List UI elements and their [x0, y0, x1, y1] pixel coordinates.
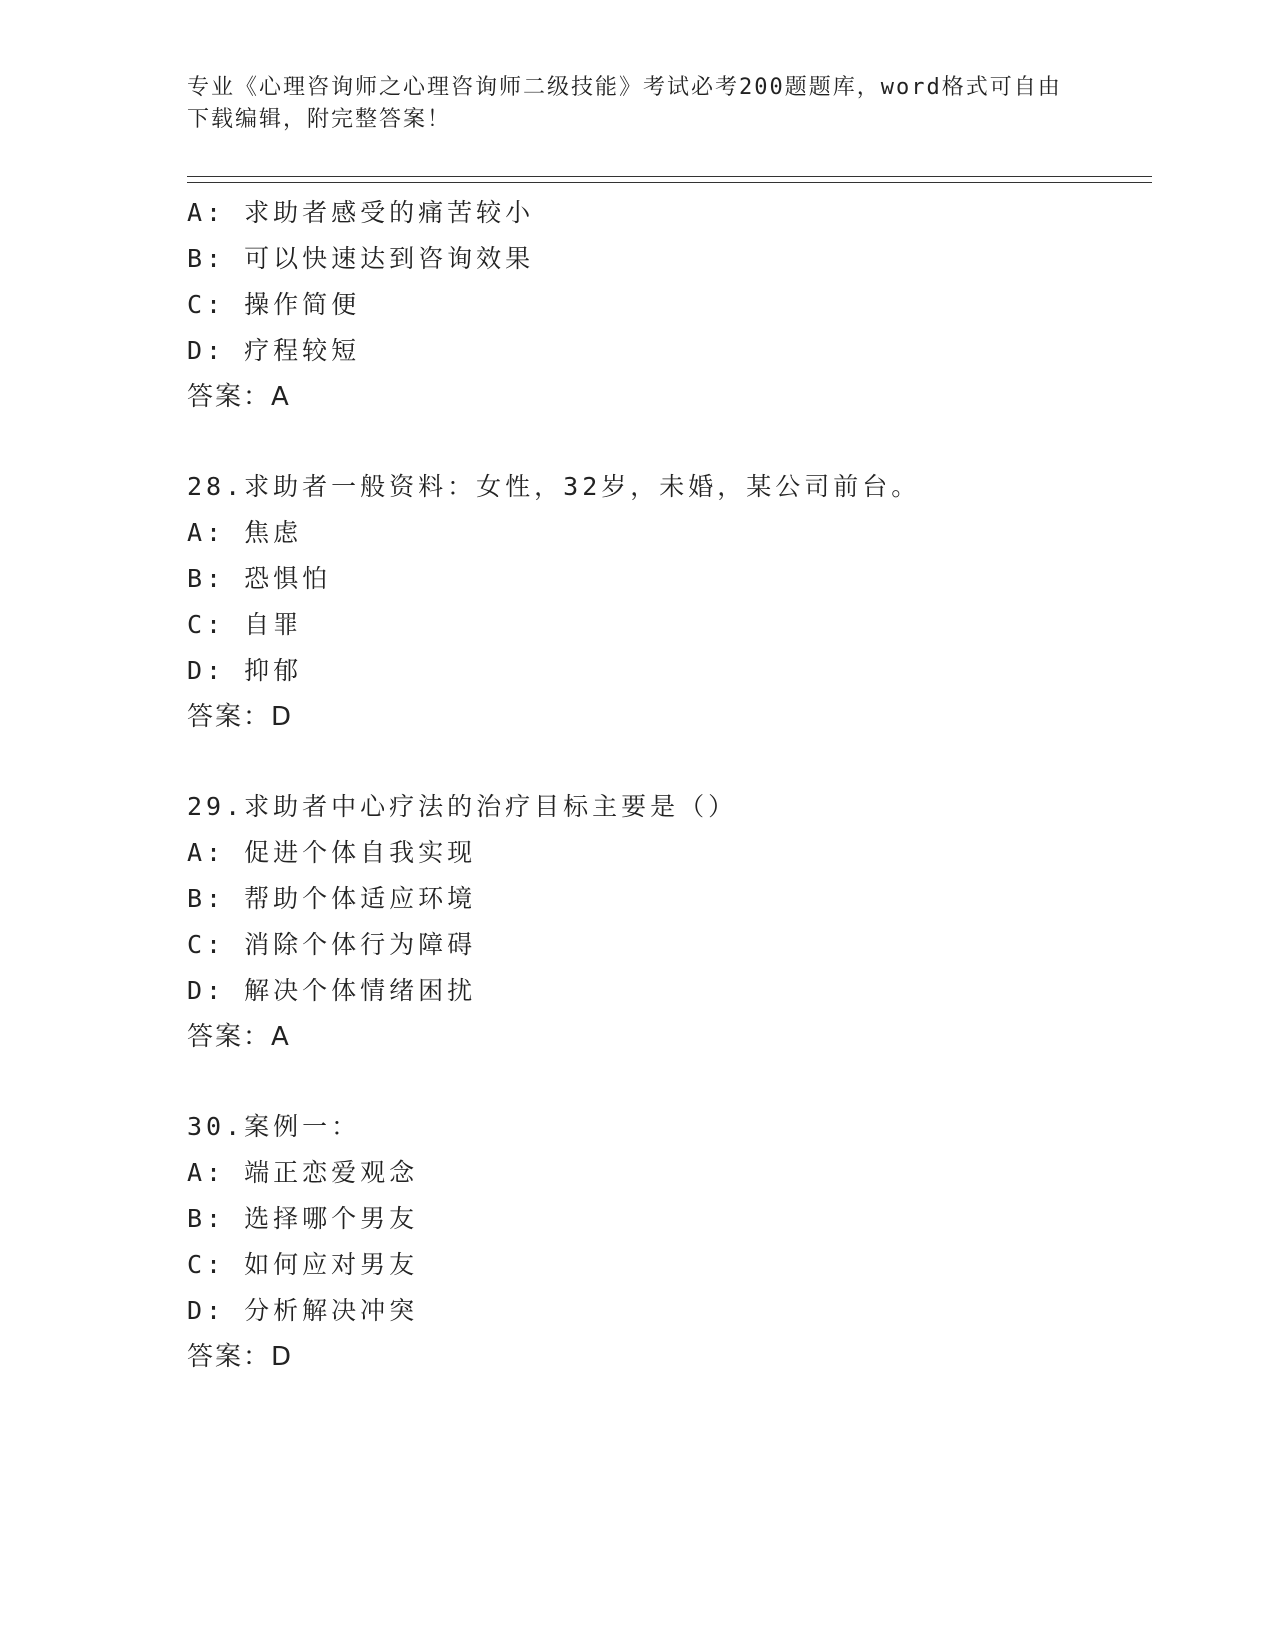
question-stem: 28.求助者一般资料：女性，32岁，未婚，某公司前台。	[187, 472, 921, 501]
question-stem: 30.案例一：	[187, 1112, 361, 1141]
option-a: A: 求助者感受的痛苦较小	[187, 198, 535, 227]
option-c: C: 如何应对男友	[187, 1250, 419, 1279]
answer-line: 答案：D	[187, 702, 294, 732]
option-d: D: 抑郁	[187, 656, 303, 685]
question-block	[187, 464, 1147, 740]
header-rule-top	[187, 176, 1152, 177]
question-block	[187, 784, 1147, 1060]
option-c: C: 消除个体行为障碍	[187, 930, 477, 959]
header-rule-bottom	[187, 182, 1152, 183]
question-stem: 29.求助者中心疗法的治疗目标主要是（）	[187, 792, 738, 821]
question-block	[187, 1104, 1147, 1380]
option-b: B: 可以快速达到咨询效果	[187, 244, 535, 273]
answer-line: 答案：A	[187, 1022, 291, 1052]
option-d: D: 分析解决冲突	[187, 1296, 419, 1325]
option-b: B: 选择哪个男友	[187, 1204, 419, 1233]
answer-line: 答案：A	[187, 382, 291, 412]
option-d: D: 解决个体情绪困扰	[187, 976, 477, 1005]
option-a: A: 焦虑	[187, 518, 303, 547]
option-a: A: 端正恋爱观念	[187, 1158, 419, 1187]
option-b: B: 帮助个体适应环境	[187, 884, 477, 913]
option-d: D: 疗程较短	[187, 336, 361, 365]
option-c: C: 操作简便	[187, 290, 361, 319]
option-a: A: 促进个体自我实现	[187, 838, 477, 867]
question-list	[187, 190, 1147, 1380]
option-b: B: 恐惧怕	[187, 564, 332, 593]
option-c: C: 自罪	[187, 610, 303, 639]
document-header: 专业《心理咨询师之心理咨询师二级技能》考试必考200题题库，word格式可自由下载编辑，附完整答案！	[187, 75, 1062, 132]
answer-line: 答案：D	[187, 1342, 294, 1372]
question-block	[187, 190, 1147, 420]
